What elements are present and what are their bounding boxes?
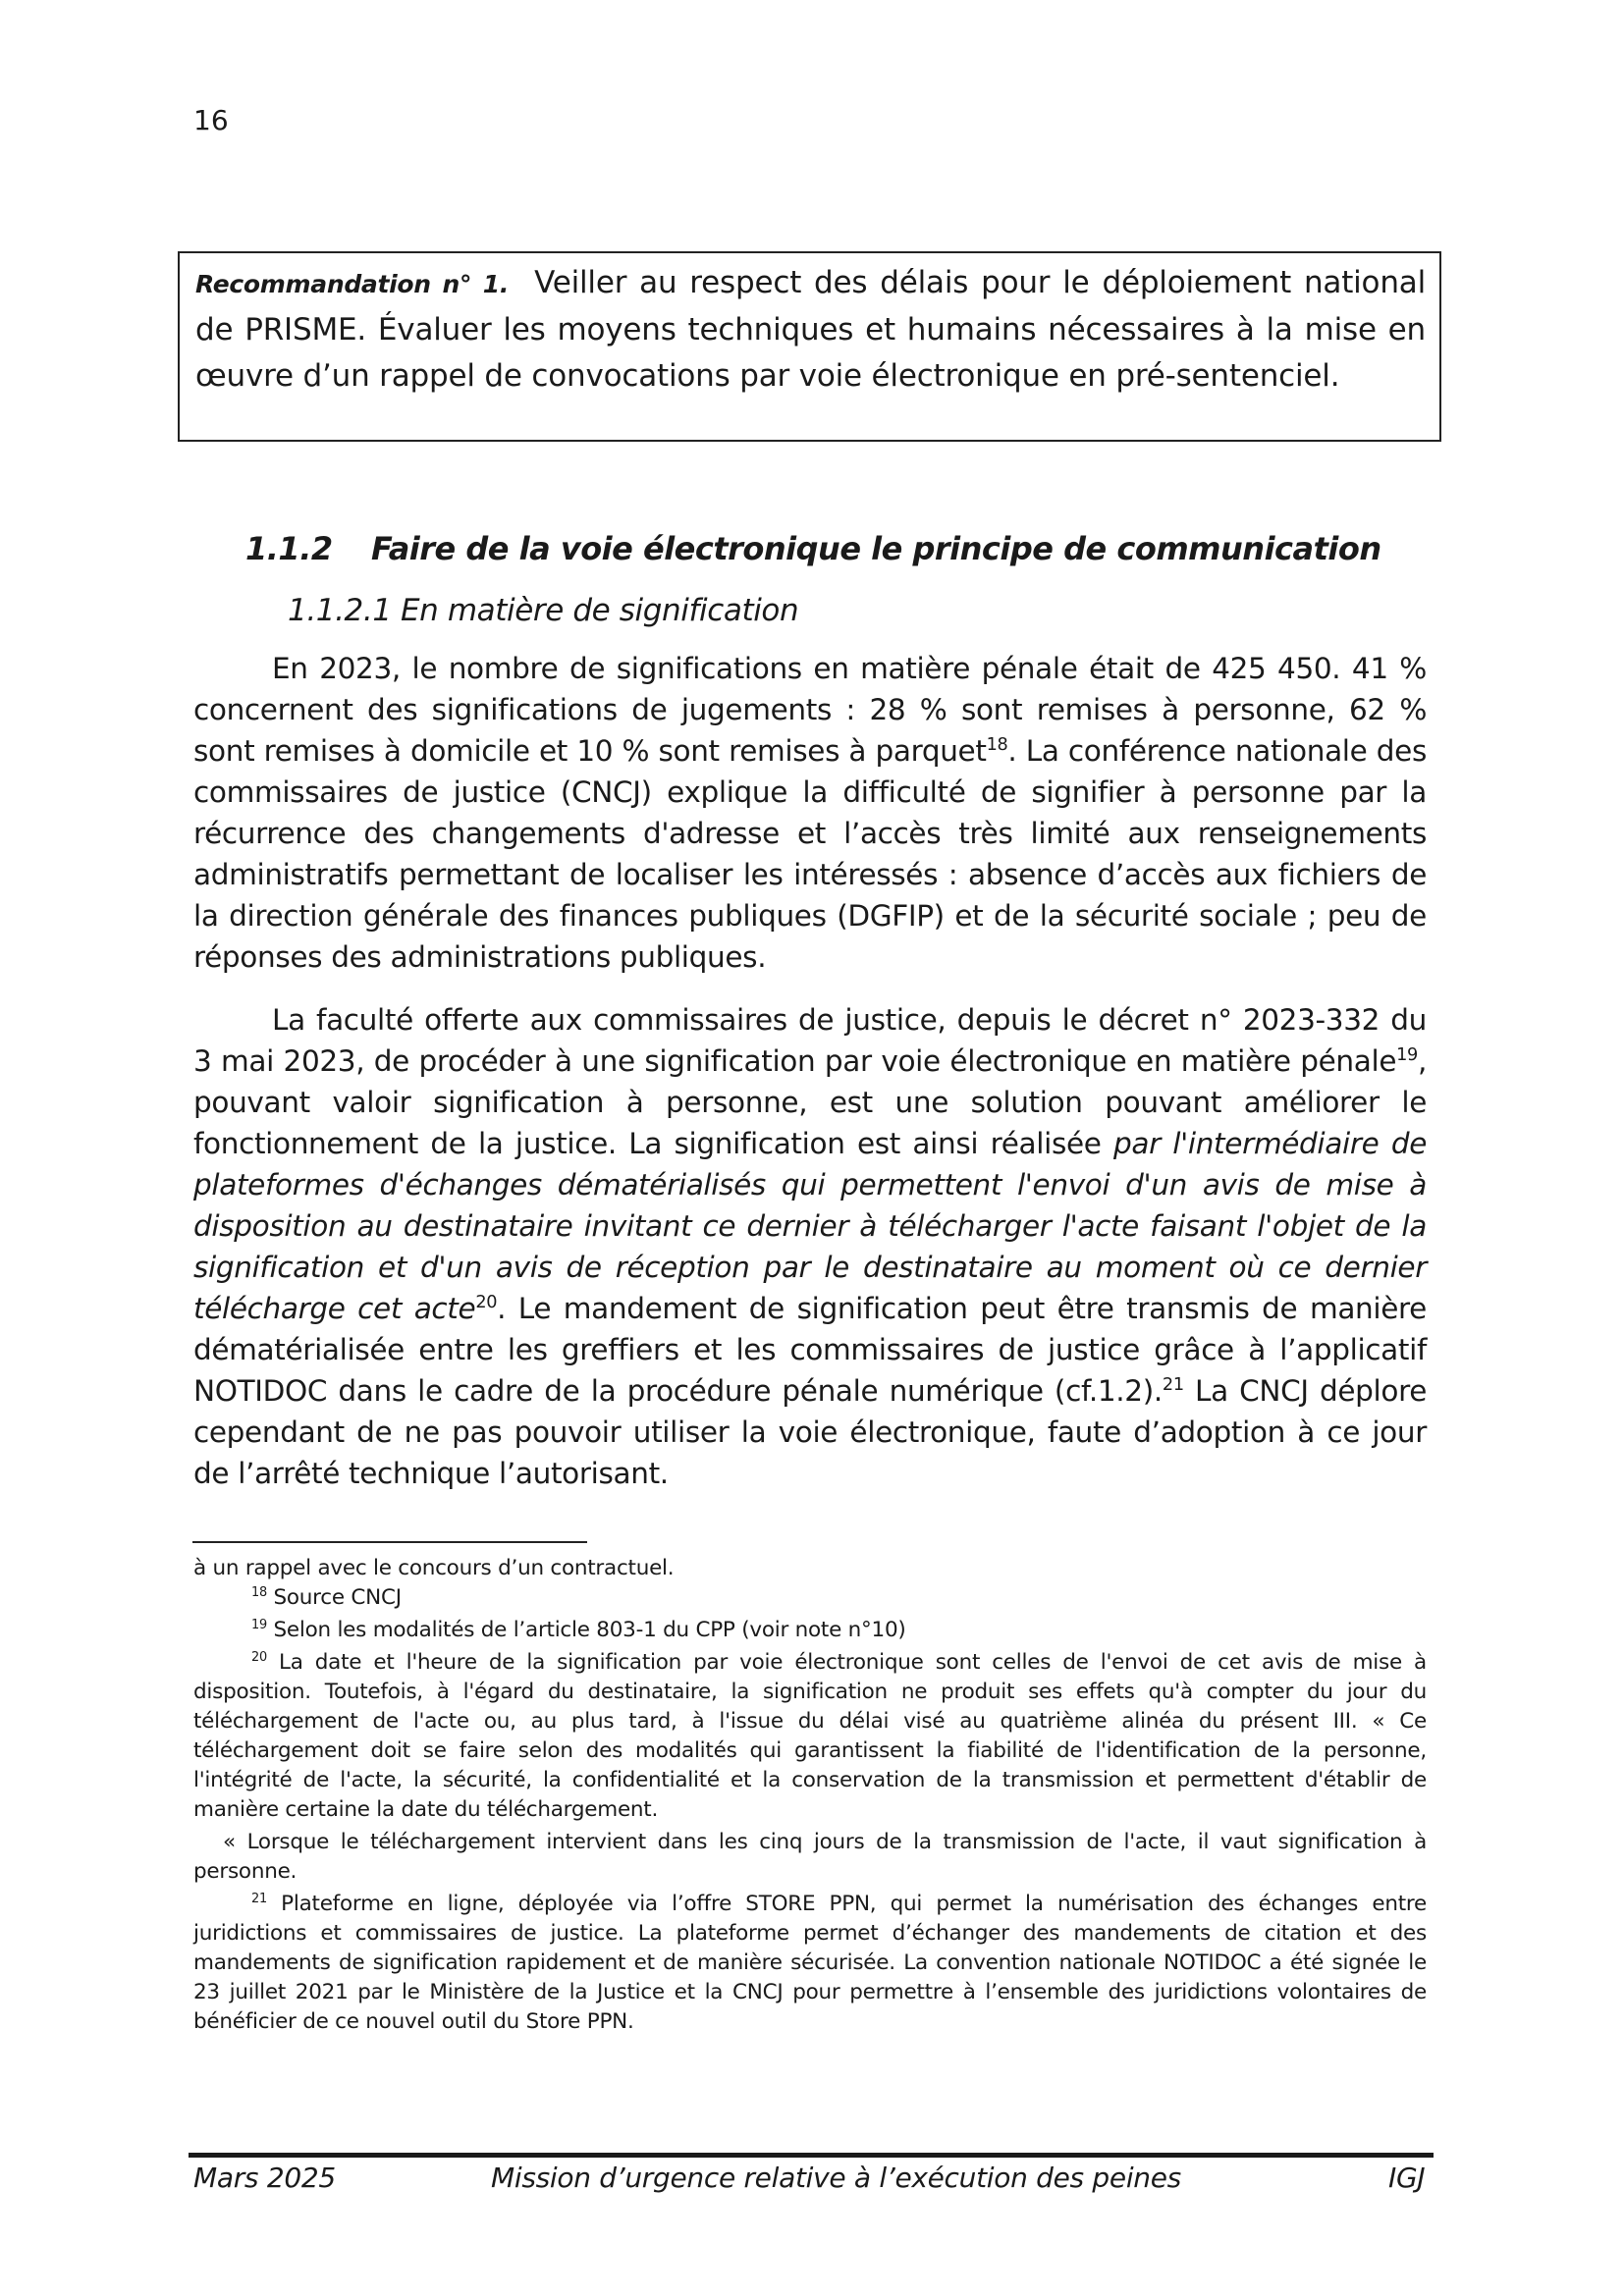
footnote-18	[193, 1583, 1427, 1613]
paragraph-text: . La conférence nationale des commissaires de justice (CNCJ) explique la difficulté de signifier à personne par la récurrence des changements d'adresse et l’accès très limité aux renseignements administratifs permettant de localiser les intéressés : absence d’accès aux fichiers de la direction générale des finances publiques (DGFIP) et de la sécurité sociale ; peu de réponses des administrations publiques.	[193, 734, 1427, 974]
paragraph-text: , pouvant valoir signification à personne, est une solution pouvant améliorer le fonctionnement de la justice. La signification est ainsi réalisée	[193, 1044, 1427, 1160]
quoted-text: par l'intermédiaire de plateformes d'échanges dématérialisés qui permettent l'envoi d'un avis de mise à disposition au destinataire invitant ce dernier à télécharger l'acte faisant l'objet de la signification et d'un avis de réception par le destinataire au moment où ce dernier télécharge cet acte	[193, 1127, 1427, 1325]
body-paragraph-1	[193, 648, 1427, 978]
footnote-21	[193, 1890, 1427, 2037]
footnote-text: « Lorsque le téléchargement intervient dans les cinq jours de la transmission de l'acte, il vaut signification à personne.	[193, 1830, 1427, 1884]
footnote-continued: à un rappel avec le concours d’un contractuel.	[193, 1556, 675, 1580]
recommendation-box	[178, 251, 1441, 442]
page-number: 16	[193, 104, 229, 136]
footer-org: IGJ	[1388, 2162, 1426, 2194]
footnote-text: La date et l'heure de la signification par voie électronique sont celles de l'envoi de cet avis de mise à disposition. Toutefois, à l'égard du destinataire, la signification ne produit ses effets qu'à compter du jour du téléchargement de l'acte ou, au plus tard, à l'issue du délai visé au quatrième alinéa du présent III. « Ce téléchargement doit se faire selon des modalités qui garantissent la fiabilité de l'identification de la personne, l'intégrité de l'acte, la sécurité, la confidentialité et la conservation de la transmission et permettent d'établir de manière certaine la date du téléchargement.	[193, 1650, 1427, 1822]
footnote-number: 19	[251, 1617, 267, 1632]
section-number: 1.1.2	[245, 530, 333, 567]
body-paragraph-2	[193, 999, 1427, 1494]
paragraph-text: La CNCJ déplore cependant de ne pas pouvoir utiliser la voie électronique, faute d’adoption à ce jour de l’arrêté technique l’autorisant.	[193, 1374, 1428, 1490]
section-title: Faire de la voie électronique le principe de communication	[371, 530, 1381, 567]
paragraph-text: La faculté offerte aux commissaires de justice, depuis le décret n° 2023-332 du 3 mai 2023, de procéder à une signification par voie électronique en matière pénale	[193, 1003, 1427, 1078]
footnote-ref-19[interactable]: 19	[1396, 1045, 1418, 1066]
footnote-number: 21	[251, 1891, 267, 1906]
footer-title: Mission d’urgence relative à l’exécution des peines	[491, 2162, 1181, 2194]
footnote-ref-20[interactable]: 20	[475, 1293, 498, 1313]
subsection-title: En matière de signification	[401, 593, 799, 628]
section-heading	[245, 527, 1381, 570]
footnote-20-quote	[193, 1828, 1427, 1887]
footnote-number: 20	[251, 1649, 267, 1665]
recommendation-text: Veiller au respect des délais pour le déploiement national de PRISME. Évaluer les moyens techniques et humains nécessaires à la mise en œuvre d’un rappel de convocations par voie électronique en pré-sentenciel.	[195, 265, 1426, 394]
footnote-text: Source CNCJ	[266, 1585, 402, 1610]
recommendation-label: Recommandation n° 1.	[195, 270, 510, 298]
paragraph-text: . Le mandement de signification peut être transmis de manière dématérialisée entre les greffiers et les commissaires de justice grâce à l’applicatif NOTIDOC dans le cadre de la procédure pénale numérique (cf.1.2).	[193, 1292, 1427, 1408]
footnote-number: 18	[251, 1584, 267, 1600]
footnotes	[193, 1554, 1427, 2037]
footnote-20	[193, 1648, 1427, 1825]
footnote-separator	[192, 1541, 587, 1543]
subsection-heading	[288, 589, 798, 632]
footnote-text: Selon les modalités de l’article 803-1 du CPP (voir note n°10)	[266, 1618, 906, 1642]
footer-date: Mars 2025	[193, 2162, 336, 2194]
footer-rule	[189, 2153, 1434, 2158]
paragraph-text: En 2023, le nombre de significations en matière pénale était de 425 450. 41 % concernent des significations de jugements : 28 % sont remises à personne, 62 % sont remises à domicile et 10 % sont remises à parquet	[193, 652, 1427, 768]
subsection-number: 1.1.2.1	[288, 593, 392, 628]
footnote-ref-18[interactable]: 18	[986, 735, 1008, 756]
footnote-ref-21[interactable]: 21	[1162, 1375, 1184, 1396]
footnote-text: Plateforme en ligne, déployée via l’offre STORE PPN, qui permet la numérisation des échanges entre juridictions et commissaires de justice. La plateforme permet d’échanger des mandements de citation et des mandements de signification rapidement et de manière sécurisée. La convention nationale NOTIDOC a été signée le 23 juillet 2021 par le Ministère de la Justice et la CNCJ pour permettre à l’ensemble des juridictions volontaires de bénéficier de ce nouvel outil du Store PPN.	[193, 1892, 1427, 2034]
footnote-19	[193, 1616, 1427, 1645]
